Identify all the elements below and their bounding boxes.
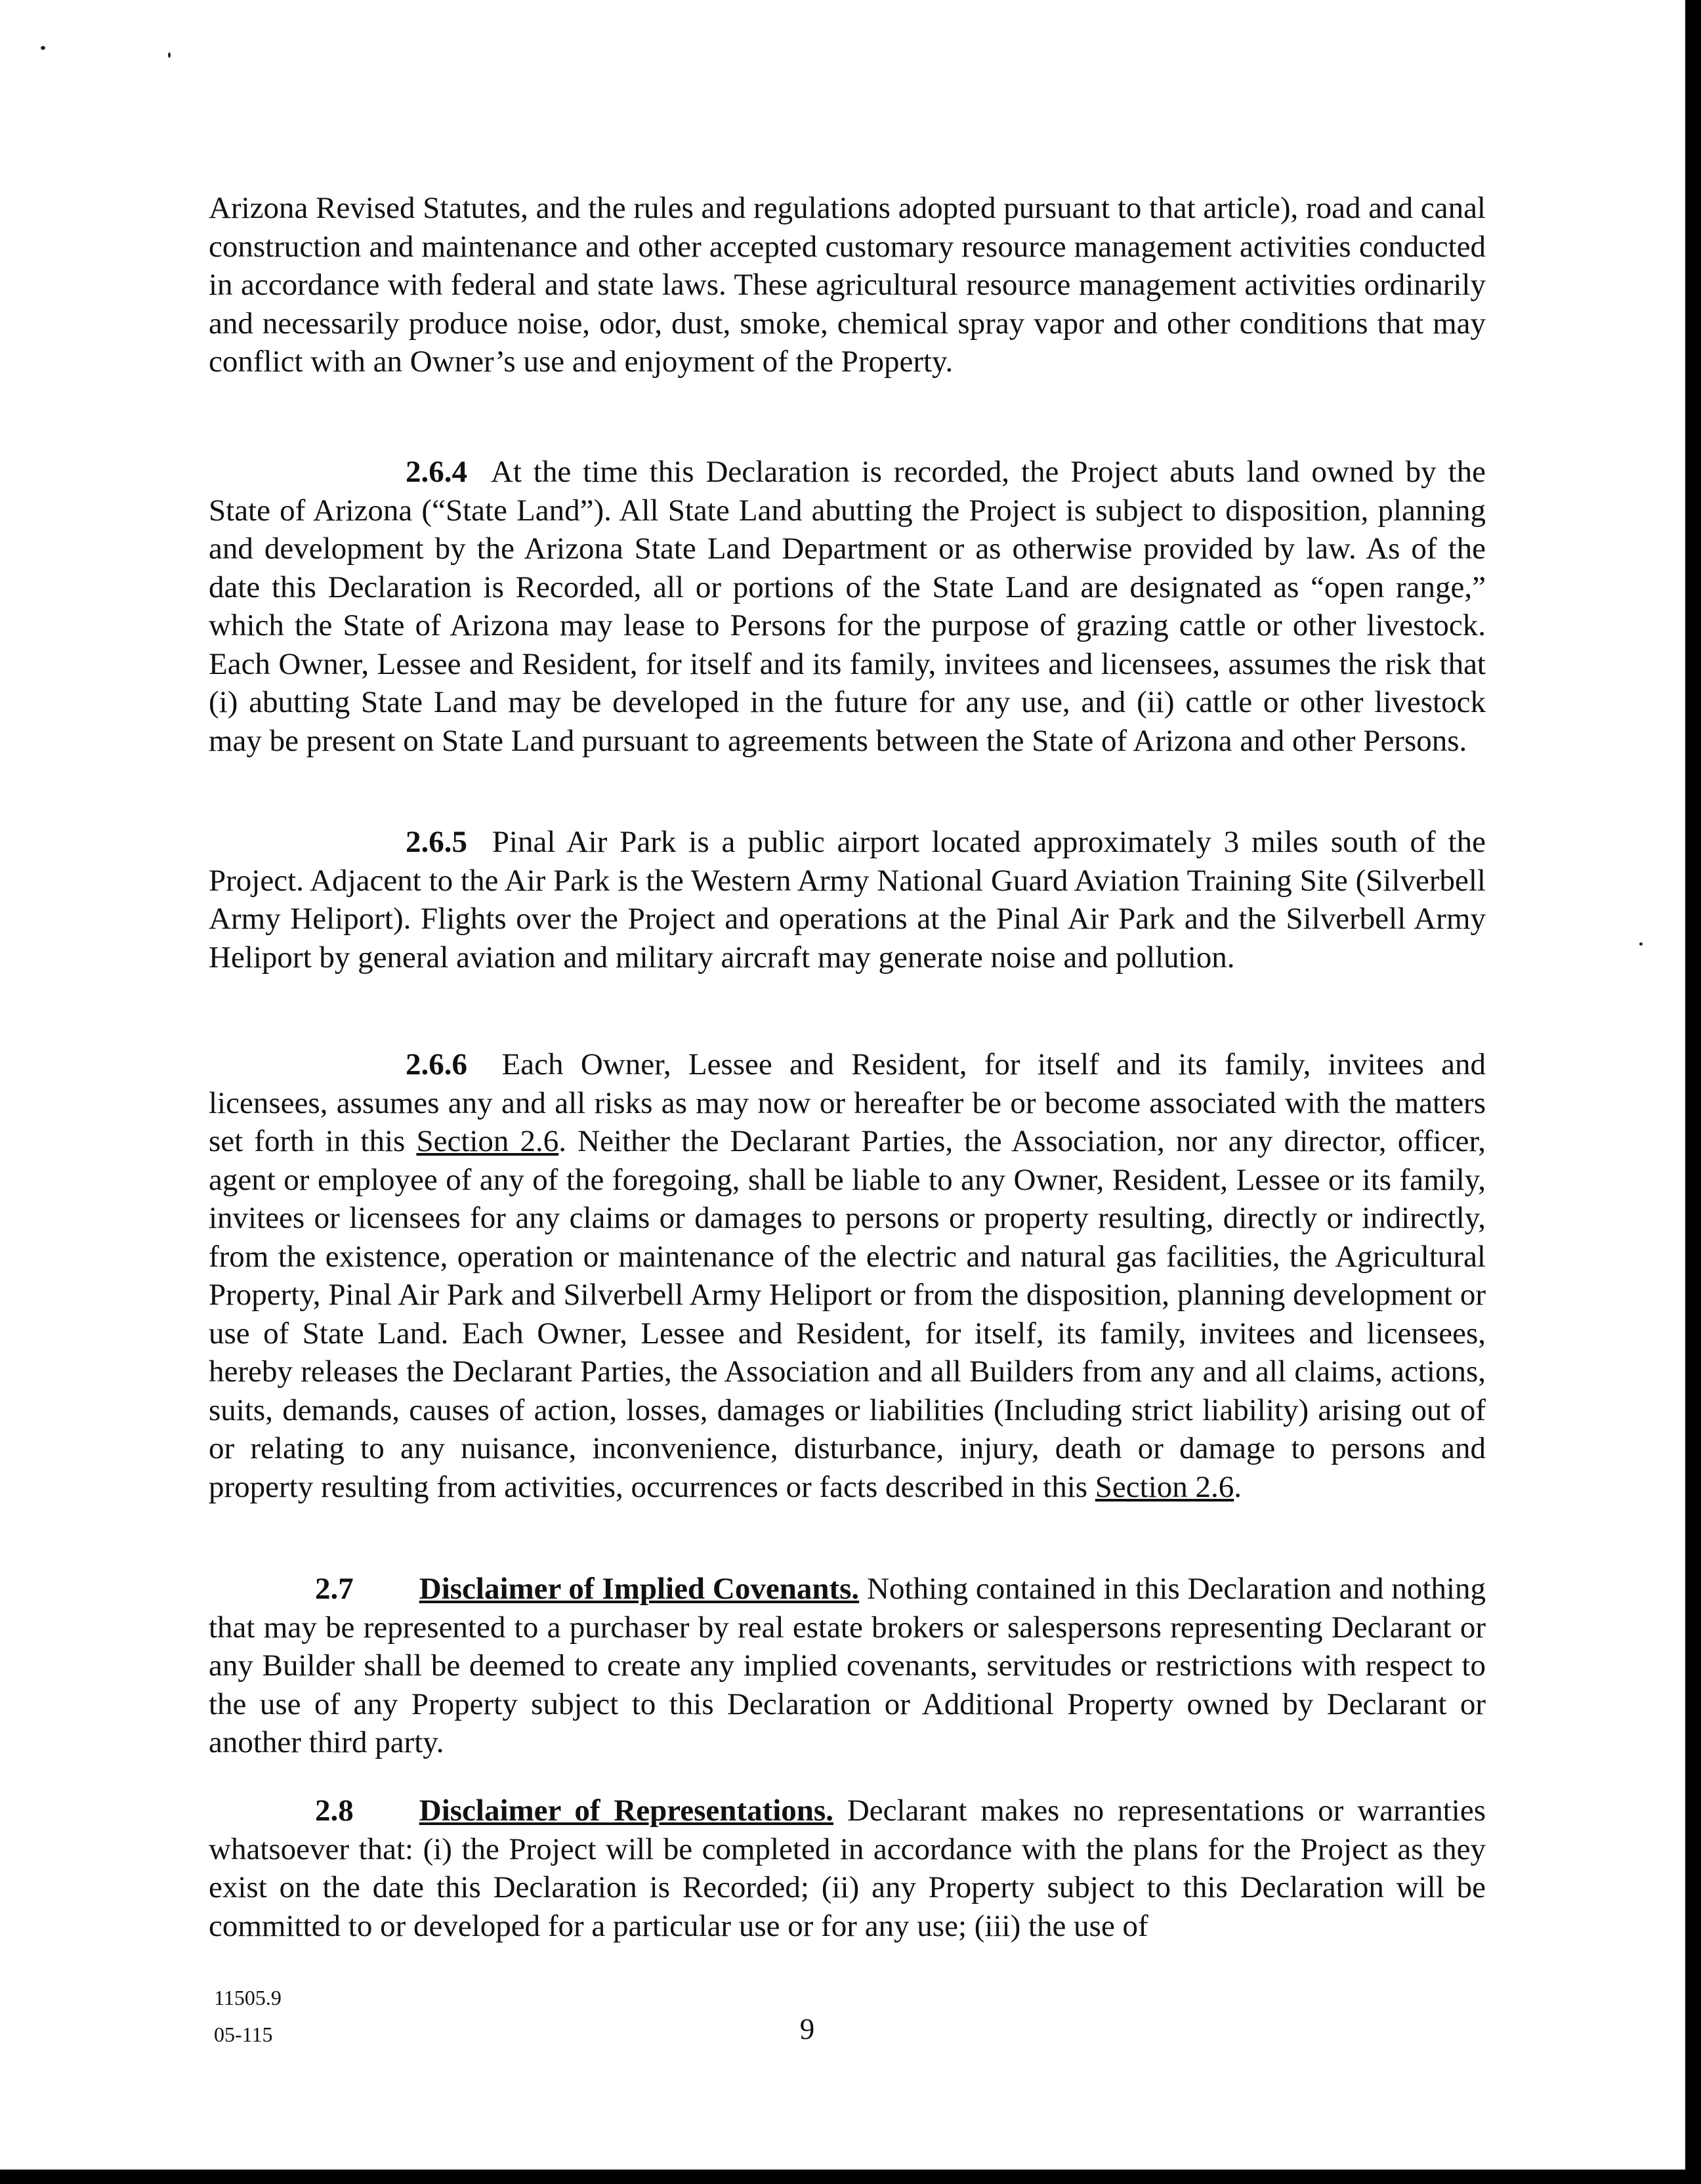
paragraph-2-6-4 (209, 453, 1486, 760)
scan-border-right (1685, 0, 1701, 2184)
section-reference-link: Section 2.6 (1095, 1469, 1234, 1504)
footer-date-code: 05-115 (214, 2023, 273, 2046)
paragraph-text: At the time this Declaration is recorded, the Project abuts land owned by the State of Arizona (“State Land”). All State Land abutting the Project is subject to disposition, planning and development by the Arizona State Land Department or as otherwise provided by law. As of the date this Declaration is Recorded, all or portions of the State Land are designated as “open range,” which the State of Arizona may lease to Persons for the purpose of grazing cattle or other livestock. Each Owner, Lessee and Resident, for itself and its family, invitees and licensees, assumes the risk that (i) abutting State Land may be developed in the future for any use, and (ii) cattle or other livestock may be present on State Land pursuant to agreements between the State of Arizona and other Persons. (209, 455, 1486, 758)
paragraph-text: Each Owner, Lessee and Resident, for itself and its family, invitees and licensees, assumes any and all risks as may now or hereafter be or become associated with the matters set forth in this (209, 1047, 1486, 1158)
scan-speck (1639, 942, 1643, 946)
scan-speck (168, 52, 171, 58)
section-number: 2.6.6 (406, 1047, 467, 1082)
section-number: 2.6.4 (406, 455, 467, 489)
paragraph-text: . Neither the Declarant Parties, the Association, nor any director, officer, agent or employee of any of the foregoing, shall be liable to any Owner, Resident, Lessee or its family, invitees or licensees for any claims or damages to persons or property resulting, directly or indirectly, from the existence, operation or maintenance of the electric and natural gas facilities, the Agricultural Property, Pinal Air Park and Silverbell Army Heliport or from the disposition, planning development or use of State Land. Each Owner, Lessee and Resident, for itself, its family, invitees and licensees, hereby releases the Declarant Parties, the Association and all Builders from any and all claims, actions, suits, demands, causes of action, losses, damages or liabilities (Including strict liability) arising out of or relating to any nuisance, inconvenience, disturbance, injury, death or damage to persons and property resulting from activities, occurrences or facts described in this (209, 1124, 1486, 1504)
paragraph-continued: Arizona Revised Statutes, and the rules and regulations adopted pursuant to that article), road and canal construction and maintenance and other accepted customary resource management activities conducted in accordance with federal and state laws. These agricultural resource management activities ordinarily and necessarily produce noise, odor, dust, smoke, chemical spray vapor and other conditions that may conflict with an Owner’s use and enjoyment of the Property. (209, 191, 1486, 379)
paragraph-2-7 (209, 1570, 1486, 1762)
section-heading: Disclaimer of Implied Covenants. (419, 1572, 860, 1606)
scan-speck (41, 46, 45, 50)
page-number: 9 (799, 2013, 815, 2046)
section-number: 2.6.5 (406, 825, 467, 859)
section-reference-link: Section 2.6 (416, 1124, 559, 1158)
paragraph-text: Nothing contained in this Declaration and nothing that may be represented to a purchaser by real estate brokers or salespersons representing Declarant or any Builder shall be deemed to create any implied covenants, servitudes or restrictions with respect to the use of any Property subject to this Declaration or Additional Property owned by Declarant or another third party. (209, 1572, 1486, 1759)
section-heading: Disclaimer of Representations. (419, 1794, 833, 1828)
paragraph-2-6-5 (209, 823, 1486, 976)
paragraph-text: Pinal Air Park is a public airport located approximately 3 miles south of the Project. Adjacent to the Air Park is the Western Army National Guard Aviation Training Site (Silverbell Army Heliport). Flights over the Project and operations at the Pinal Air Park and the Silverbell Army Heliport by general aviation and military aircraft may generate noise and pollution. (209, 825, 1486, 975)
paragraph-2-6-6 (209, 1045, 1486, 1506)
section-number: 2.8 (315, 1794, 354, 1828)
scan-border-bottom (0, 2170, 1701, 2184)
paragraph-2-8 (209, 1792, 1486, 1945)
footer-doc-code: 11505.9 (214, 1986, 282, 2009)
paragraph-text: . (1234, 1469, 1242, 1504)
paragraph-text: Declarant makes no representations or warranties whatsoever that: (i) the Project will be completed in accordance with the plans for the Project as they exist on the date this Declaration is Recorded; (ii) any Property subject to this Declaration will be committed to or developed for a particular use or for any use; (iii) the use of (209, 1794, 1486, 1943)
section-number: 2.7 (315, 1572, 354, 1606)
